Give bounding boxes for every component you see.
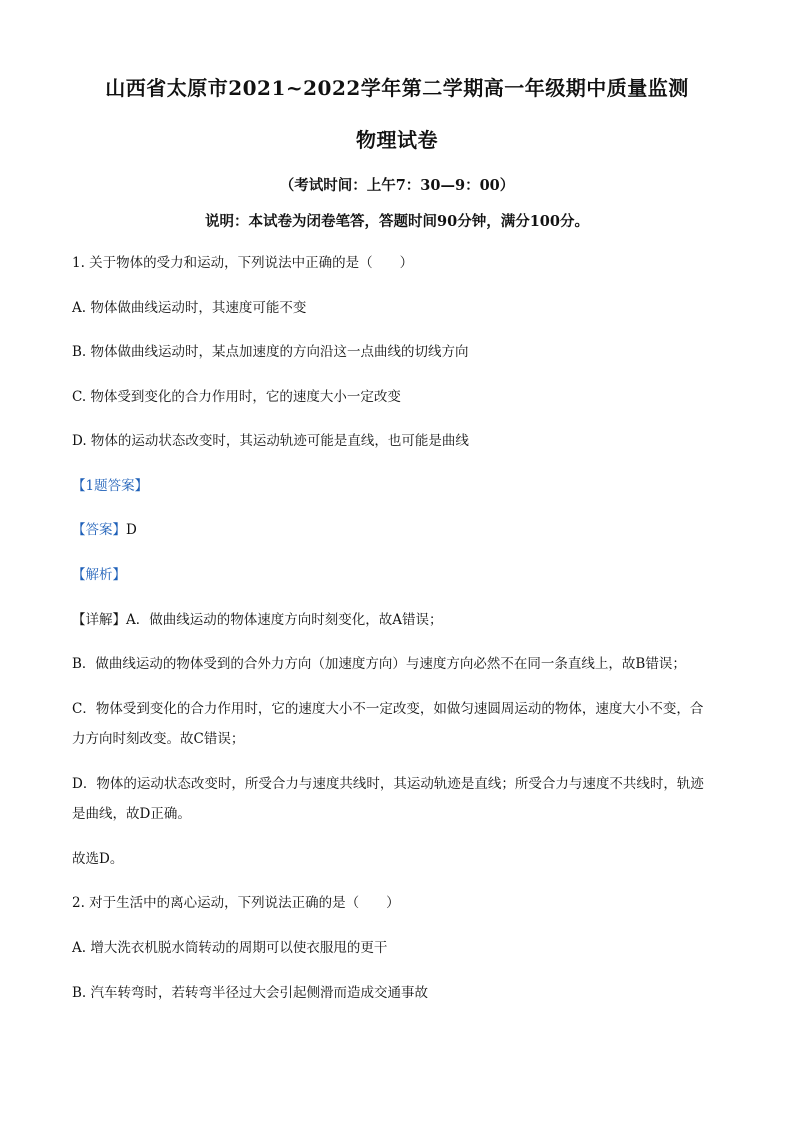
detail-b-line: B．做曲线运动的物体受到的合外力方向（加速度方向）与速度方向必然不在同一条直线上，故B错误； xyxy=(72,656,686,672)
detail-d-line-1: D．物体的运动状态改变时，所受合力与速度共线时，其运动轨迹是直线；所受合力与速度不共线时，轨迹 xyxy=(72,776,704,792)
question-1-stem: 1. 关于物体的受力和运动，下列说法中正确的是（ ） xyxy=(72,255,414,271)
question-1-option-a: A. 物体做曲线运动时，其速度可能不变 xyxy=(72,300,307,316)
answer-tag: 【答案】 xyxy=(72,522,126,538)
detail-c-line-1: C．物体受到变化的合力作用时，它的速度大小不一定改变，如做匀速圆周运动的物体，速度大小不变，合 xyxy=(72,701,704,717)
question-2-option-b: B. 汽车转弯时，若转弯半径过大会引起侧滑而造成交通事故 xyxy=(72,985,429,1001)
question-1-option-c: C. 物体受到变化的合力作用时，它的速度大小一定改变 xyxy=(72,389,401,405)
question-1-option-d: D. 物体的运动状态改变时，其运动轨迹可能是直线，也可能是曲线 xyxy=(72,433,469,449)
answer-line xyxy=(72,520,724,540)
question-2-option-a: A. 增大洗衣机脱水筒转动的周期可以使衣服甩的更干 xyxy=(72,940,388,956)
answer-value: D xyxy=(126,522,137,538)
exam-title: 山西省太原市2021~2022学年第二学期高一年级期中质量监测 xyxy=(105,76,689,100)
detail-c-line-2: 力方向时刻改变。故C错误； xyxy=(72,731,245,747)
detail-a-line xyxy=(72,610,724,630)
exam-time: （考试时间：上午7：30—9：00） xyxy=(279,177,515,194)
conclusion-line: 故选D。 xyxy=(72,851,124,867)
question-1-option-b: B. 物体做曲线运动时，某点加速度的方向沿这一点曲线的切线方向 xyxy=(72,344,469,360)
exam-instructions: 说明：本试卷为闭卷笔答，答题时间90分钟，满分100分。 xyxy=(205,213,589,230)
answer-section-heading: 【1题答案】 xyxy=(72,478,149,494)
question-2-stem: 2. 对于生活中的离心运动，下列说法正确的是（ ） xyxy=(72,895,400,911)
detail-d-line-2: 是曲线，故D正确。 xyxy=(72,806,191,822)
detail-a-text: A．做曲线运动的物体速度方向时刻变化，故A错误； xyxy=(126,612,443,628)
exam-subject: 物理试卷 xyxy=(356,128,438,152)
detail-tag: 【详解】 xyxy=(72,612,126,628)
analysis-heading: 【解析】 xyxy=(72,567,126,583)
